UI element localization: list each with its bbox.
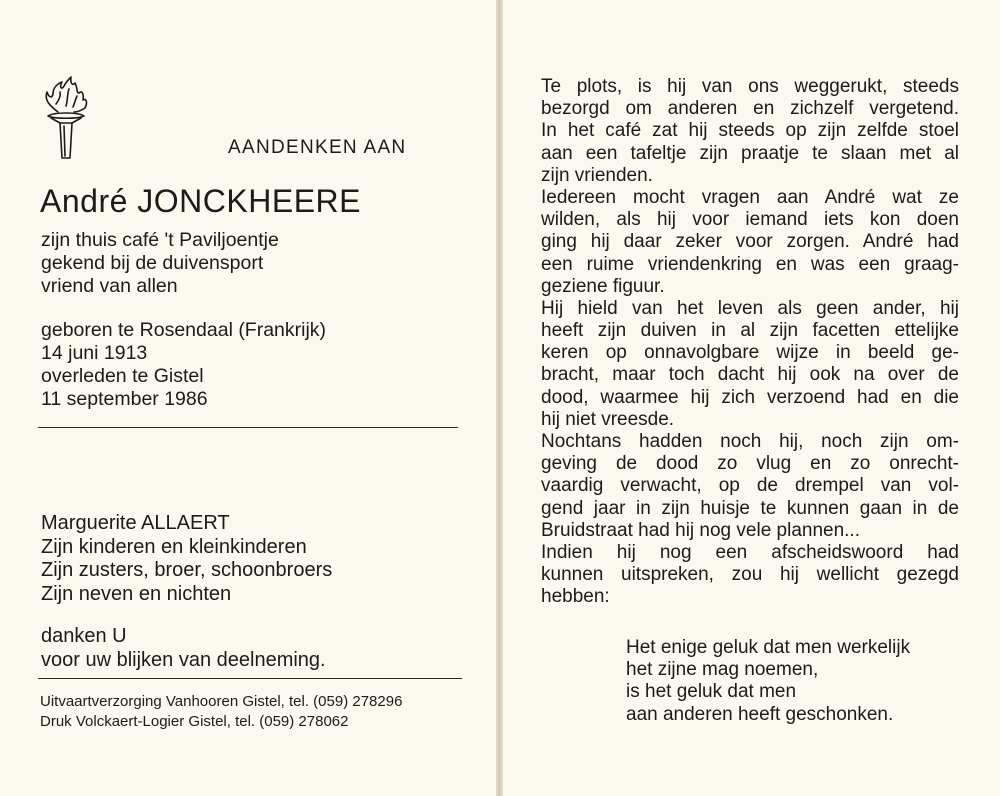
- text-line: een ruime vriendenkring en was een graag-: [541, 253, 959, 275]
- quote-line: is het geluk dat men: [626, 681, 797, 703]
- card-heading: AANDENKEN AAN: [228, 137, 407, 158]
- divider-line: [38, 427, 458, 428]
- text-line: Hij hield van het leven als geen ander, hij: [541, 297, 959, 319]
- text-line: keren op onnavolgbare wijze in beeld ge-: [541, 342, 959, 364]
- thanks-block: [41, 624, 326, 672]
- footer-divider: [38, 678, 462, 679]
- quote-line: Het enige geluk dat men werkelijk: [626, 637, 911, 658]
- thanks-line: voor uw blijken van deelneming.: [41, 649, 326, 671]
- text-line: hij niet vreesde.: [541, 408, 675, 430]
- description-block: [41, 229, 279, 298]
- family-line: Marguerite ALLAERT: [41, 512, 230, 534]
- quote-line: aan anderen heeft geschonken.: [626, 703, 894, 725]
- card-fold: [496, 0, 503, 796]
- birth-place: geboren te Rosendaal (Frankrijk): [41, 319, 327, 341]
- deceased-name: André JONCKHEERE: [40, 183, 361, 219]
- memorial-text: [541, 76, 959, 609]
- text-line: geziene figuur.: [541, 275, 665, 297]
- text-line: Nochtans hadden noch hij, noch zijn om-: [541, 431, 959, 452]
- text-line: kunnen uitspreken, zou hij wellicht gezegd: [541, 564, 959, 586]
- text-line: Bruidstraat had hij nog vele plannen...: [541, 519, 860, 541]
- text-line: Te plots, is hij van ons weggerukt, steeds: [541, 76, 959, 97]
- text-line: bracht, maar toch dacht hij ook na over de: [541, 364, 959, 386]
- dates-block: [41, 319, 326, 411]
- text-line: gend jaar in zijn huisje te kunnen gaan in de: [541, 497, 959, 519]
- text-line: zijn vrienden.: [541, 164, 653, 186]
- family-line: Zijn neven en nichten: [41, 582, 232, 605]
- death-date: 11 september 1986: [41, 388, 208, 410]
- family-line: Zijn kinderen en kleinkinderen: [41, 535, 307, 558]
- funeral-director-line: Uitvaartverzorging Vanhooren Gistel, tel. (059) 278296: [40, 693, 403, 710]
- text-line: Indien hij nog een afscheidswoord had: [541, 541, 959, 563]
- family-line: Zijn zusters, broer, schoonbroers: [41, 559, 333, 581]
- closing-quote: [626, 637, 910, 726]
- footer-credits: [40, 692, 402, 732]
- birth-date: 14 juni 1913: [41, 342, 148, 364]
- death-place: overleden te Gistel: [41, 365, 204, 387]
- text-line: heeft zijn duiven in al zijn facetten ettelijke: [541, 320, 959, 342]
- text-line: dood, waarmee hij zich verzoend had en die: [541, 386, 959, 408]
- text-line: aan een tafeltje zijn praatje te slaan met al: [541, 142, 959, 164]
- printer-line: Druk Volckaert-Logier Gistel, tel. (059) 278062: [40, 713, 349, 730]
- text-line: bezorgd om anderen en zichzelf vergetend.: [541, 98, 959, 120]
- text-line: In het café zat hij steeds op zijn zelfde stoel: [541, 120, 959, 142]
- family-block: [41, 512, 332, 606]
- text-line: wilden, als hij voor iemand iets kon doen: [541, 209, 959, 231]
- description-line: vriend van allen: [41, 275, 178, 297]
- torch-icon: [38, 76, 94, 160]
- quote-line: het zijne mag noemen,: [626, 659, 819, 681]
- text-line: hebben:: [541, 586, 610, 608]
- left-card-panel: [0, 0, 496, 796]
- thanks-line: danken U: [41, 625, 127, 647]
- text-line: Iedereen mocht vragen aan André wat ze: [541, 186, 959, 208]
- text-line: vaardig verwacht, op de drempel van vol-: [541, 475, 959, 497]
- text-line: ging hij daar zeker voor zorgen. André had: [541, 231, 959, 253]
- text-line: geving de dood zo vlug en zo onrecht-: [541, 453, 959, 475]
- description-line: zijn thuis café 't Paviljoentje: [41, 229, 279, 251]
- description-line: gekend bij de duivensport: [41, 252, 264, 274]
